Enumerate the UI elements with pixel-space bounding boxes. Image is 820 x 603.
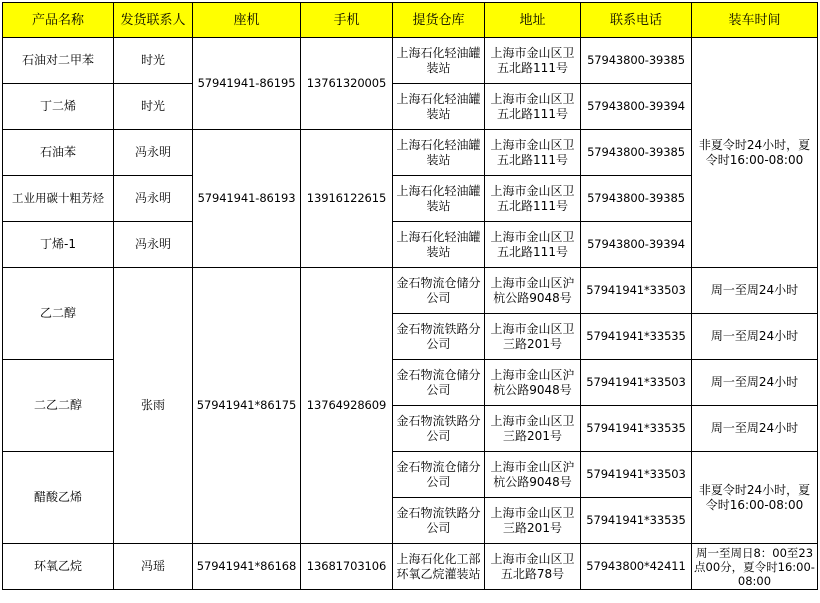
table-row xyxy=(3,544,818,590)
product-cell: 醋酸乙烯 xyxy=(3,452,114,544)
header-landline: 座机 xyxy=(193,3,301,38)
phone-cell: 57941941*33503 xyxy=(581,452,692,498)
contact-cell: 冯永明 xyxy=(114,176,193,222)
phone-cell: 57941941*33535 xyxy=(581,498,692,544)
warehouse-cell: 金石物流仓储分公司 xyxy=(393,360,485,406)
product-cell: 工业用碳十粗芳烃 xyxy=(3,176,114,222)
table-row xyxy=(3,38,818,84)
header-warehouse: 提货仓库 xyxy=(393,3,485,38)
table-row xyxy=(3,268,818,314)
loading-time-cell: 周一至周24小时 xyxy=(692,314,818,360)
warehouse-cell: 上海石化化工部环氧乙烷灌装站 xyxy=(393,544,485,590)
header-loading-time: 装车时间 xyxy=(692,3,818,38)
warehouse-cell: 上海石化轻油罐装站 xyxy=(393,176,485,222)
address-cell: 上海市金山区卫三路201号 xyxy=(485,314,581,360)
warehouse-cell: 金石物流仓储分公司 xyxy=(393,268,485,314)
contact-cell: 冯永明 xyxy=(114,130,193,176)
address-cell: 上海市金山区卫五北路111号 xyxy=(485,84,581,130)
warehouse-cell: 金石物流仓储分公司 xyxy=(393,452,485,498)
loading-time-cell: 周一至周24小时 xyxy=(692,268,818,314)
phone-cell: 57941941*33503 xyxy=(581,360,692,406)
address-cell: 上海市金山区卫五北路111号 xyxy=(485,176,581,222)
header-address: 地址 xyxy=(485,3,581,38)
warehouse-cell: 上海石化轻油罐装站 xyxy=(393,38,485,84)
loading-time-cell: 周一至周24小时 xyxy=(692,360,818,406)
contact-cell: 时光 xyxy=(114,84,193,130)
address-cell: 上海市金山区卫三路201号 xyxy=(485,406,581,452)
phone-cell: 57943800-39394 xyxy=(581,84,692,130)
phone-cell: 57941941*33535 xyxy=(581,406,692,452)
address-cell: 上海市金山区沪杭公路9048号 xyxy=(485,360,581,406)
product-cell: 环氧乙烷 xyxy=(3,544,114,590)
product-cell: 石油对二甲苯 xyxy=(3,38,114,84)
product-cell: 二乙二醇 xyxy=(3,360,114,452)
address-cell: 上海市金山区沪杭公路9048号 xyxy=(485,268,581,314)
phone-cell: 57943800-39385 xyxy=(581,176,692,222)
warehouse-cell: 上海石化轻油罐装站 xyxy=(393,130,485,176)
product-shipping-table xyxy=(2,2,818,590)
mobile-cell: 13761320005 xyxy=(301,38,393,130)
header-contact: 发货联系人 xyxy=(114,3,193,38)
mobile-cell: 13916122615 xyxy=(301,130,393,268)
warehouse-cell: 上海石化轻油罐装站 xyxy=(393,222,485,268)
warehouse-cell: 金石物流铁路分公司 xyxy=(393,406,485,452)
phone-cell: 57943800-39394 xyxy=(581,222,692,268)
product-cell: 乙二醇 xyxy=(3,268,114,360)
contact-cell: 冯瑶 xyxy=(114,544,193,590)
product-cell: 石油苯 xyxy=(3,130,114,176)
phone-cell: 57941941*33503 xyxy=(581,268,692,314)
phone-cell: 57943800-39385 xyxy=(581,38,692,84)
loading-time-cell: 非夏令时24小时，夏令时16:00-08:00 xyxy=(692,452,818,544)
landline-cell: 57941941*86168 xyxy=(193,544,301,590)
address-cell: 上海市金山区卫五北路111号 xyxy=(485,130,581,176)
header-row xyxy=(3,3,818,38)
product-cell: 丁二烯 xyxy=(3,84,114,130)
loading-time-cell: 周一至周24小时 xyxy=(692,406,818,452)
header-phone: 联系电话 xyxy=(581,3,692,38)
address-cell: 上海市金山区卫五北路78号 xyxy=(485,544,581,590)
product-cell: 丁烯-1 xyxy=(3,222,114,268)
contact-cell: 时光 xyxy=(114,38,193,84)
landline-cell: 57941941-86195 xyxy=(193,38,301,130)
address-cell: 上海市金山区沪杭公路9048号 xyxy=(485,452,581,498)
address-cell: 上海市金山区卫五北路111号 xyxy=(485,38,581,84)
warehouse-cell: 金石物流铁路分公司 xyxy=(393,498,485,544)
warehouse-cell: 上海石化轻油罐装站 xyxy=(393,84,485,130)
landline-cell: 57941941*86175 xyxy=(193,268,301,544)
phone-cell: 57943800*42411 xyxy=(581,544,692,590)
mobile-cell: 13764928609 xyxy=(301,268,393,544)
phone-cell: 57941941*33535 xyxy=(581,314,692,360)
mobile-cell: 13681703106 xyxy=(301,544,393,590)
phone-cell: 57943800-39385 xyxy=(581,130,692,176)
address-cell: 上海市金山区卫五北路111号 xyxy=(485,222,581,268)
loading-time-cell: 非夏令时24小时，夏令时16:00-08:00 xyxy=(692,38,818,268)
address-cell: 上海市金山区卫三路201号 xyxy=(485,498,581,544)
warehouse-cell: 金石物流铁路分公司 xyxy=(393,314,485,360)
landline-cell: 57941941-86193 xyxy=(193,130,301,268)
header-product: 产品名称 xyxy=(3,3,114,38)
contact-cell: 冯永明 xyxy=(114,222,193,268)
contact-cell: 张雨 xyxy=(114,268,193,544)
loading-time-cell: 周一至周日8：00至23点00分，夏令时16:00-08:00 xyxy=(692,544,818,590)
header-mobile: 手机 xyxy=(301,3,393,38)
